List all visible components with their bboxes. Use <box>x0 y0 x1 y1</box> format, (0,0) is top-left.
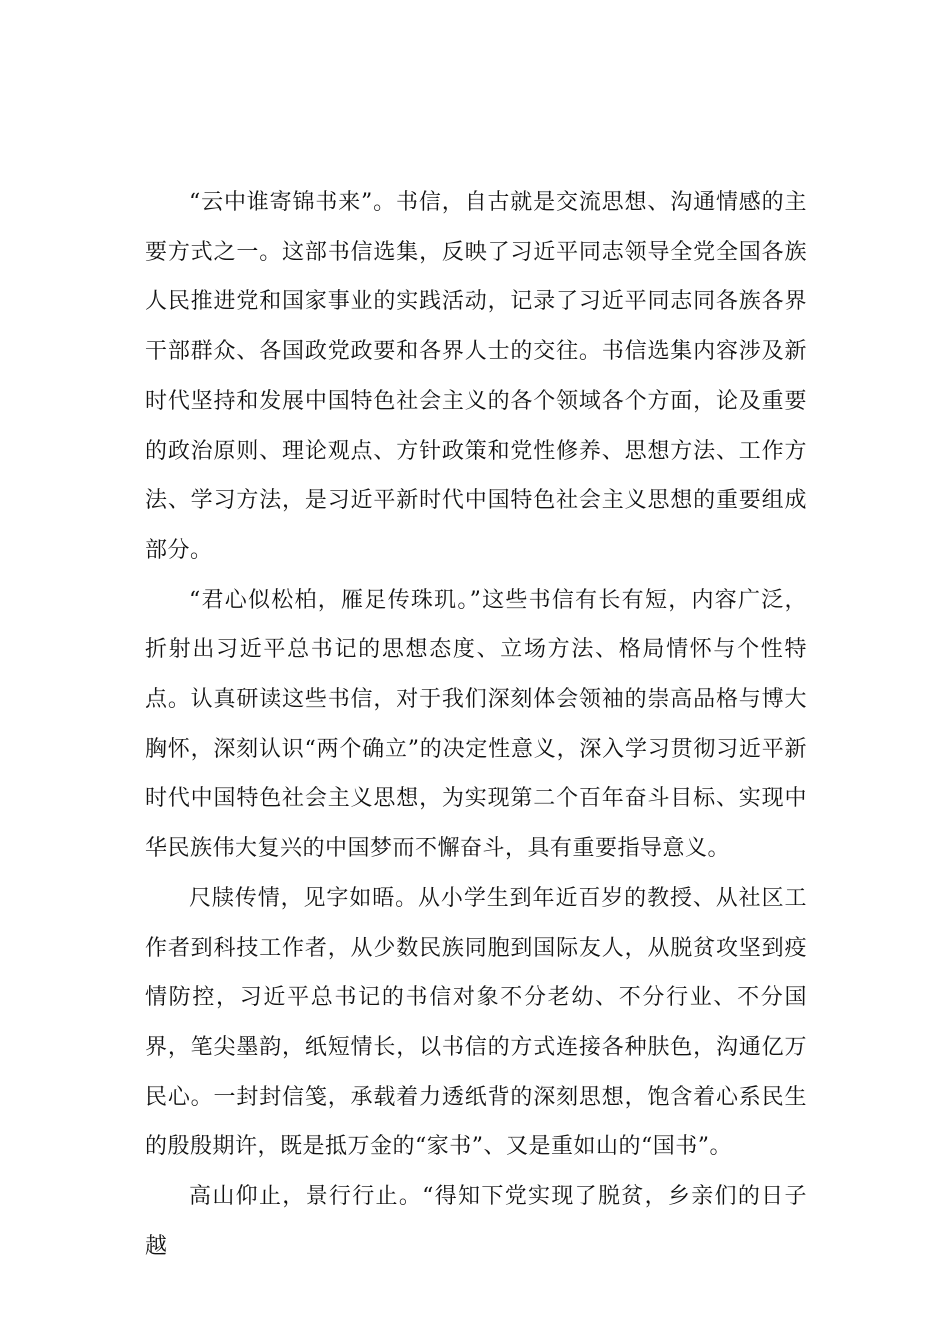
paragraph: “君心似松柏，雁足传珠玑。”这些书信有长有短，内容广泛，折射出习近平总书记的思想态度、立场方法、格局情怀与个性特点。认真研读这些书信，对于我们深刻体会领袖的崇高品格与博大胸怀，深刻认识“两个确立”的决定性意义，深入学习贯彻习近平新时代中国特色社会主义思想，为实现第二个百年奋斗目标、实现中华民族伟大复兴的中国梦而不懈奋斗，具有重要指导意义。 <box>145 587 807 862</box>
paragraph: 高山仰止，景行行止。“得知下党实现了脱贫，乡亲们的日子越 <box>145 1184 807 1259</box>
paragraph: “云中谁寄锦书来”。书信，自古就是交流思想、沟通情感的主要方式之一。这部书信选集，反映了习近平同志领导全党全国各族人民推进党和国家事业的实践活动，记录了习近平同志同各族各界干部群众、各国政党政要和各界人士的交往。书信选集内容涉及新时代坚持和发展中国特色社会主义的各个领域各个方面，论及重要的政治原则、理论观点、方针政策和党性修养、思想方法、工作方法、学习方法，是习近平新时代中国特色社会主义思想的重要组成部分。 <box>145 190 807 563</box>
document-body <box>145 178 807 1271</box>
paragraph: 尺牍传情，见字如晤。从小学生到年近百岁的教授、从社区工作者到科技工作者，从少数民族同胞到国际友人，从脱贫攻坚到疫情防控，习近平总书记的书信对象不分老幼、不分行业、不分国界，笔尖墨韵，纸短情长，以书信的方式连接各种肤色，沟通亿万民心。一封封信笺，承载着力透纸背的深刻思想，饱含着心系民生的殷殷期许，既是抵万金的“家书”、又是重如山的“国书”。 <box>145 885 807 1160</box>
